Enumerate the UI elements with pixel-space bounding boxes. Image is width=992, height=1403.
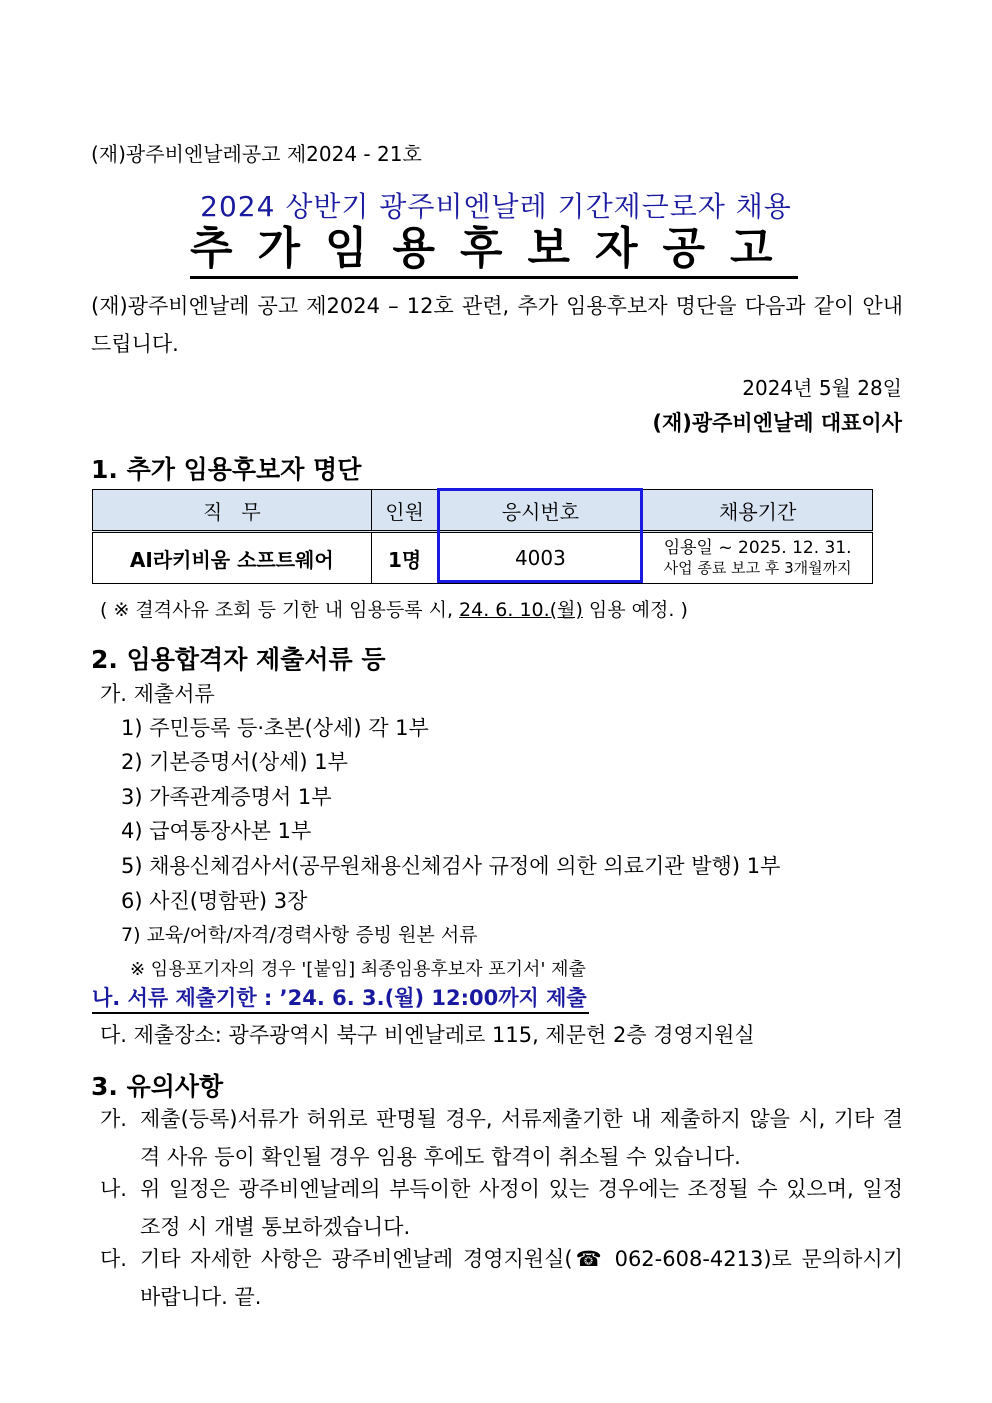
caution-text: 제출(등록)서류가 허위로 판명될 경우, 서류제출기한 내 제출하지 않을 시, 기타 결격 사유 등이 확인될 경우 임용 후에도 합격이 취소될 수 있습니다. (140, 1107, 903, 1169)
list-item: 1) 주민등록 등·초본(상세) 각 1부 (121, 716, 429, 740)
announcement-title: 추가임용후보자공고 (190, 222, 798, 279)
cell-job: AI라키비움 소프트웨어 (93, 532, 372, 584)
list-item: 7) 교육/어학/자격/경력사항 증빙 원본 서류 (121, 924, 478, 946)
period-line2: 사업 종료 보고 후 3개월까지 (663, 559, 852, 577)
list-item: 6) 사진(명함판) 3장 (121, 889, 308, 913)
intro-paragraph: (재)광주비엔날레 공고 제2024 – 12호 관련, 추가 임용후보자 명단을 다음과 같이 안내드립니다. (91, 294, 903, 356)
submission-place: 다. 제출장소: 광주광역시 북구 비엔날레로 115, 제문헌 2층 경영지원실 (100, 1023, 755, 1047)
note-prefix: ( ※ 결격사유 조회 등 기한 내 임용등록 시, (100, 599, 460, 621)
note-date: 24. 6. 10.(월) (459, 599, 583, 621)
section1-heading: 1. 추가 임용후보자 명단 (91, 455, 362, 484)
cell-exam-no: 4003 (438, 532, 643, 584)
caution-text: 위 일정은 광주비엔날레의 부득이한 사정이 있는 경우에는 조정될 수 있으며, 일정 조정 시 개별 통보하겠습니다. (140, 1177, 903, 1239)
list-item: 2) 기본증명서(상세) 1부 (121, 750, 348, 774)
caution-item-1 (100, 1100, 903, 1176)
announcement-subtitle: 2024 상반기 광주비엔날레 기간제근로자 채용 (200, 190, 792, 223)
registration-note (100, 595, 688, 622)
documents-subheading: 가. 제출서류 (100, 682, 215, 706)
cell-period (643, 532, 873, 584)
section3-heading: 3. 유의사항 (91, 1072, 224, 1101)
caution-marker: 가. (100, 1107, 127, 1131)
note-suffix: 임용 예정. ) (582, 599, 688, 621)
section2-heading: 2. 임용합격자 제출서류 등 (91, 645, 386, 674)
caution-item-3 (100, 1240, 903, 1316)
announcement-date: 2024년 5월 28일 (742, 376, 902, 400)
cell-count: 1명 (371, 532, 438, 584)
col-job: 직 무 (93, 490, 372, 532)
exam-number-highlight (437, 488, 643, 583)
submission-deadline: 나. 서류 제출기한 : ’24. 6. 3.(월) 12:00까지 제출 (92, 984, 589, 1014)
col-period: 채용기간 (643, 490, 873, 532)
list-item: 4) 급여통장사본 1부 (121, 819, 312, 843)
caution-text: 기타 자세한 사항은 광주비엔날레 경영지원실(☎ 062-608-4213)로 문의하시기 바랍니다. 끝. (140, 1247, 903, 1309)
caution-marker: 나. (100, 1177, 127, 1201)
announcement-number: (재)광주비엔날레공고 제2024 - 21호 (91, 142, 422, 166)
caution-marker: 다. (100, 1247, 127, 1271)
list-item: 3) 가족관계증명서 1부 (121, 785, 332, 809)
waiver-note: ※ 임용포기자의 경우 '[붙임] 최종임용후보자 포기서' 제출 (130, 959, 586, 980)
caution-item-2 (100, 1170, 903, 1246)
col-count: 인원 (371, 490, 438, 532)
signer: (재)광주비엔날레 대표이사 (652, 411, 902, 435)
list-item: 5) 채용신체검사서(공무원채용신체검사 규정에 의한 의료기관 발행) 1부 (121, 854, 781, 878)
col-exam-no: 응시번호 (438, 490, 643, 532)
period-line1: 임용일 ~ 2025. 12. 31. (663, 538, 852, 558)
